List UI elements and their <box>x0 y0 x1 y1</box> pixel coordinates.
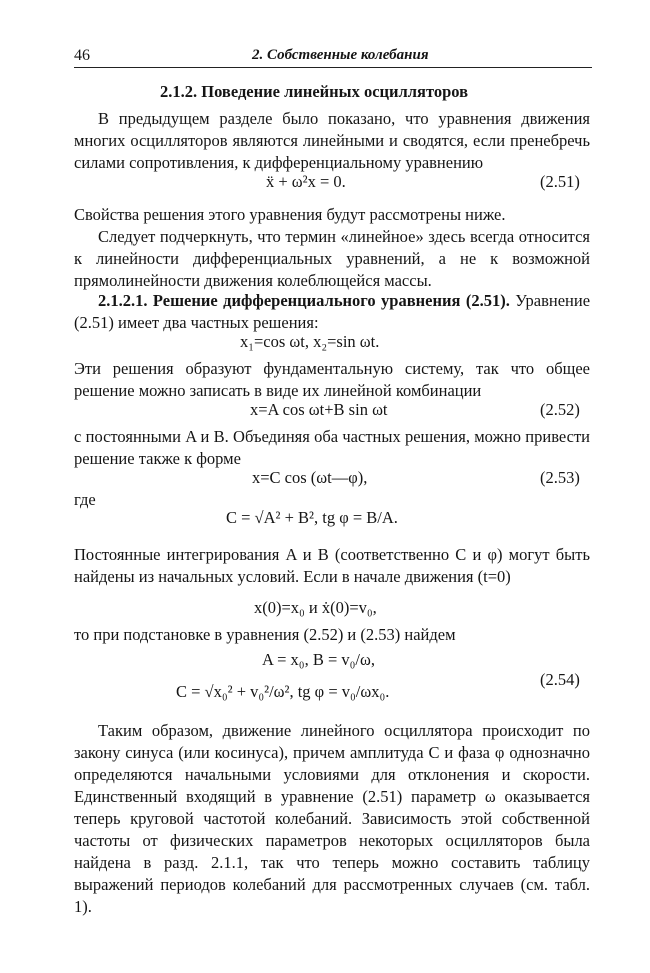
running-title: 2. Собственные колебания <box>252 47 429 63</box>
section-title: 2.1.2. Поведение линейных осцилляторов <box>160 82 469 101</box>
page-number: 46 <box>74 47 90 64</box>
equation-2-54-line1: A = x₀, B = v₀/ω, <box>262 650 375 669</box>
equation-number-2-54: (2.54) <box>540 670 580 689</box>
subsection-intro: Уравнение (2.51) имеет два частных решения: <box>74 291 591 332</box>
equation-2-51: ẍ + ω²x = 0. <box>266 172 346 191</box>
equation-2-54-line2: C = √x₀² + v₀²/ω², tg φ = v₀/ωx₀. <box>176 682 390 701</box>
paragraph-integration-constants: Постоянные интегрирования A и B (соответственно C и φ) могут быть найдены из начальных условий. Если в начале движения (t=0) <box>74 545 590 586</box>
equation-number-2-52: (2.52) <box>540 400 580 419</box>
equation-2-52: x=A cos ωt+B sin ωt <box>250 400 388 419</box>
equation-initial-conditions: x(0)=x₀ и ẋ(0)=v₀, <box>254 598 377 617</box>
equation-number-2-53: (2.53) <box>540 468 580 487</box>
equation-2-53: x=C cos (ωt—φ), <box>252 468 368 487</box>
where-word: где <box>74 490 96 509</box>
paragraph-intro: В предыдущем разделе было показано, что уравнения движения многих осцилляторов являются линейными и сводятся, если пренебречь силами сопротивления, к дифференциальному уравнению <box>74 109 590 172</box>
subsection-paragraph <box>74 290 590 334</box>
paragraph-conclusion: Таким образом, движение линейного осциллятора происходит по закону синуса (или косинуса), причем амплитуда C и фаза φ однозначно определяются начальными условиями для отклонения и скорости. Единственный входящий в уравнение (2.51) параметр ω оказывается теперь круговой частотой колебаний. Зависимость этой собственной частоты от физических параметров некоторых осцилляторов была найдена в разд. 2.1.1, так что теперь можно составить таблицу выражений периодов колебаний для рассмотренных случаев (см. табл. 1). <box>74 721 590 916</box>
page-header <box>74 45 592 68</box>
paragraph-substitution: то при подстановке в уравнения (2.52) и (2.53) найдем <box>74 625 456 644</box>
paragraph-linear-term: Следует подчеркнуть, что термин «линейное» здесь всегда относится к линейности дифференциальных уравнений, а не к возможной прямолинейности движения колеблющейся массы. <box>74 227 590 290</box>
equation-amplitude-phase: C = √A² + B², tg φ = B/A. <box>226 508 398 527</box>
partial-solutions: x₁=cos ωt, x₂=sin ωt. <box>240 332 380 351</box>
paragraph-properties: Свойства решения этого уравнения будут рассмотрены ниже. <box>74 205 506 224</box>
paragraph-constants: с постоянными A и B. Объединяя оба частных решения, можно привести решение также к форме <box>74 427 590 468</box>
subsection-title: 2.1.2.1. Решение дифференциального уравнения (2.51). <box>98 291 510 310</box>
equation-number-2-51: (2.51) <box>540 172 580 191</box>
paragraph-general-solution: Эти решения образуют фундаментальную систему, так что общее решение можно записать в виде их линейной комбинации <box>74 359 590 400</box>
